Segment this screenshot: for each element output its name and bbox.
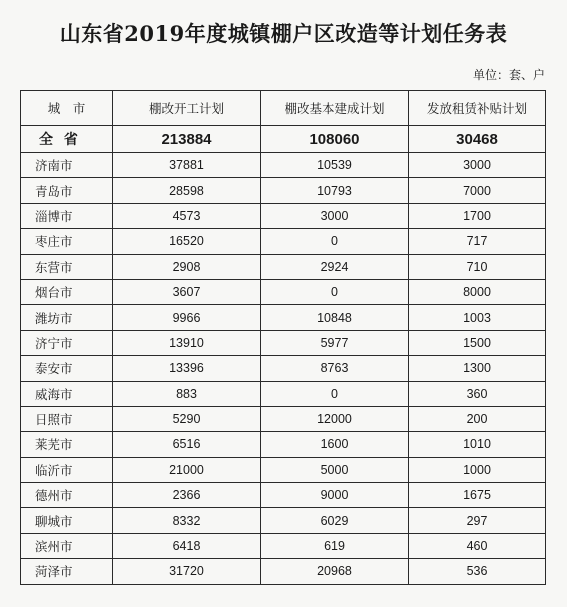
- complete-plan-cell: 12000: [261, 406, 409, 431]
- complete-plan-cell: 6029: [261, 508, 409, 533]
- start-plan-cell: 37881: [113, 153, 261, 178]
- table-row: [21, 356, 546, 381]
- plan-table: [20, 90, 546, 585]
- complete-plan-cell: 9000: [261, 483, 409, 508]
- header-city: 城 市: [21, 91, 113, 126]
- subsidy-plan-cell: 1003: [409, 305, 546, 330]
- table-row: [21, 153, 546, 178]
- city-cell: 泰安市: [21, 356, 113, 381]
- city-cell: 威海市: [21, 381, 113, 406]
- table-row: [21, 330, 546, 355]
- unit-label: 单位：套、户: [472, 68, 545, 82]
- header-subsidy-plan: 发放租赁补贴计划: [409, 91, 546, 126]
- table-row: [21, 432, 546, 457]
- city-cell: 潍坊市: [21, 305, 113, 330]
- city-cell: 滨州市: [21, 533, 113, 558]
- header-complete-plan: 棚改基本建成计划: [261, 91, 409, 126]
- table-row: [21, 203, 546, 228]
- header-row: [21, 91, 546, 126]
- start-plan-cell: 13910: [113, 330, 261, 355]
- city-cell: 日照市: [21, 406, 113, 431]
- complete-plan-cell: 619: [261, 533, 409, 558]
- subsidy-plan-cell: 8000: [409, 279, 546, 304]
- start-plan-cell: 16520: [113, 229, 261, 254]
- subsidy-plan-cell: 7000: [409, 178, 546, 203]
- subsidy-plan-cell: 1500: [409, 330, 546, 355]
- table-row: [21, 406, 546, 431]
- start-plan-cell: 883: [113, 381, 261, 406]
- complete-plan-cell: 1600: [261, 432, 409, 457]
- city-cell: 青岛市: [21, 178, 113, 203]
- subsidy-plan-cell: 1300: [409, 356, 546, 381]
- start-plan-cell: 6418: [113, 533, 261, 558]
- complete-plan-cell: 5977: [261, 330, 409, 355]
- complete-plan-cell: 10793: [261, 178, 409, 203]
- complete-plan-cell: 20968: [261, 559, 409, 584]
- table-row: [21, 483, 546, 508]
- start-plan-cell: 28598: [113, 178, 261, 203]
- start-plan-cell: 2908: [113, 254, 261, 279]
- table-row: [21, 178, 546, 203]
- table-row: [21, 533, 546, 558]
- total-start: 213884: [113, 126, 261, 153]
- table-row: [21, 254, 546, 279]
- subsidy-plan-cell: 717: [409, 229, 546, 254]
- table-row: [21, 305, 546, 330]
- start-plan-cell: 5290: [113, 406, 261, 431]
- complete-plan-cell: 0: [261, 229, 409, 254]
- subsidy-plan-cell: 536: [409, 559, 546, 584]
- subsidy-plan-cell: 1675: [409, 483, 546, 508]
- subsidy-plan-cell: 1700: [409, 203, 546, 228]
- total-label: 全 省: [21, 126, 113, 153]
- subsidy-plan-cell: 710: [409, 254, 546, 279]
- subsidy-plan-cell: 1010: [409, 432, 546, 457]
- complete-plan-cell: 3000: [261, 203, 409, 228]
- subsidy-plan-cell: 360: [409, 381, 546, 406]
- start-plan-cell: 2366: [113, 483, 261, 508]
- complete-plan-cell: 10539: [261, 153, 409, 178]
- start-plan-cell: 4573: [113, 203, 261, 228]
- total-row: [21, 126, 546, 153]
- complete-plan-cell: 8763: [261, 356, 409, 381]
- subsidy-plan-cell: 3000: [409, 153, 546, 178]
- subsidy-plan-cell: 460: [409, 533, 546, 558]
- city-cell: 济南市: [21, 153, 113, 178]
- city-cell: 东营市: [21, 254, 113, 279]
- start-plan-cell: 3607: [113, 279, 261, 304]
- city-cell: 枣庄市: [21, 229, 113, 254]
- start-plan-cell: 6516: [113, 432, 261, 457]
- city-cell: 临沂市: [21, 457, 113, 482]
- table-row: [21, 508, 546, 533]
- table-row: [21, 559, 546, 584]
- total-complete: 108060: [261, 126, 409, 153]
- table-row: [21, 279, 546, 304]
- header-start-plan: 棚改开工计划: [113, 91, 261, 126]
- city-cell: 淄博市: [21, 203, 113, 228]
- city-cell: 德州市: [21, 483, 113, 508]
- start-plan-cell: 8332: [113, 508, 261, 533]
- complete-plan-cell: 5000: [261, 457, 409, 482]
- start-plan-cell: 13396: [113, 356, 261, 381]
- start-plan-cell: 21000: [113, 457, 261, 482]
- subsidy-plan-cell: 1000: [409, 457, 546, 482]
- city-cell: 聊城市: [21, 508, 113, 533]
- city-cell: 菏泽市: [21, 559, 113, 584]
- start-plan-cell: 31720: [113, 559, 261, 584]
- complete-plan-cell: 0: [261, 381, 409, 406]
- subsidy-plan-cell: 200: [409, 406, 546, 431]
- table-row: [21, 229, 546, 254]
- city-cell: 济宁市: [21, 330, 113, 355]
- city-cell: 莱芜市: [21, 432, 113, 457]
- start-plan-cell: 9966: [113, 305, 261, 330]
- table-row: [21, 381, 546, 406]
- document-title: 山东省2019年度城镇棚户区改造等计划任务表: [59, 21, 508, 46]
- complete-plan-cell: 2924: [261, 254, 409, 279]
- table-row: [21, 457, 546, 482]
- total-subsidy: 30468: [409, 126, 546, 153]
- complete-plan-cell: 0: [261, 279, 409, 304]
- city-cell: 烟台市: [21, 279, 113, 304]
- subsidy-plan-cell: 297: [409, 508, 546, 533]
- complete-plan-cell: 10848: [261, 305, 409, 330]
